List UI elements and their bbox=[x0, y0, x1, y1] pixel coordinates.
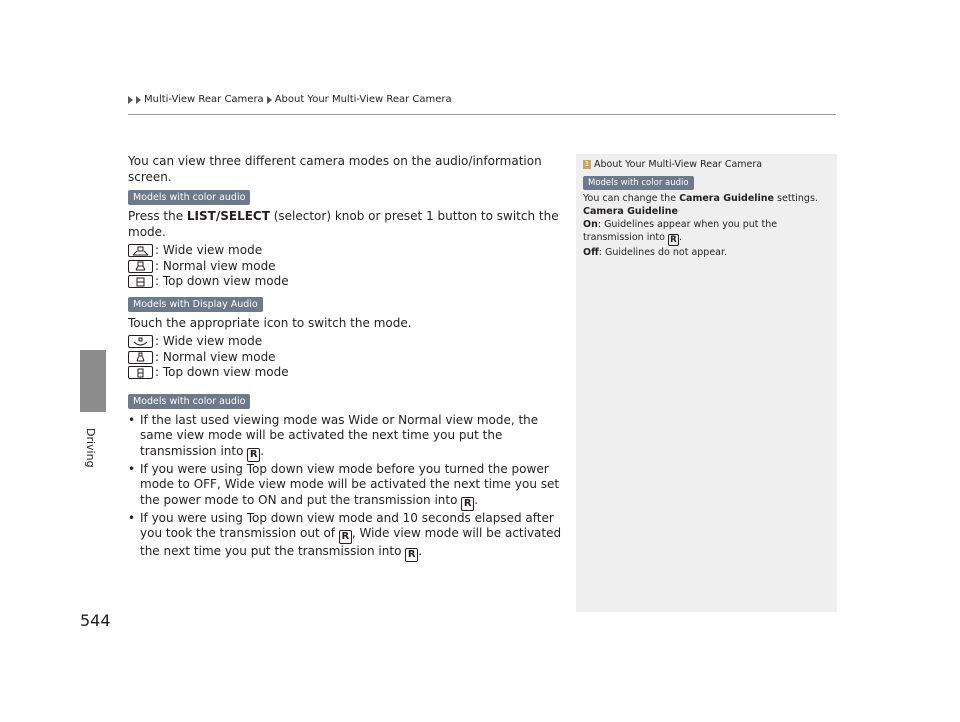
breadcrumb-arrow-icon bbox=[128, 96, 133, 104]
touch-instruction: Touch the appropriate icon to switch the mode. bbox=[128, 315, 412, 330]
normal-mode-label: : Normal view mode bbox=[155, 349, 276, 364]
main-content bbox=[128, 154, 568, 562]
breadcrumb-arrow-icon bbox=[136, 96, 141, 104]
top-mode-label: : Top down view mode bbox=[155, 274, 289, 288]
list-item: • If the last used viewing mode was Wide or Normal view mode, the same view mode will be activated the next time you put the transmission into R . bbox=[128, 412, 539, 460]
note-number-icon: 1 bbox=[584, 160, 590, 168]
breadcrumb-parent[interactable]: Multi-View Rear Camera bbox=[144, 94, 264, 105]
top-down-view-icon bbox=[128, 366, 153, 379]
list-item: • If you were using Top down view mode and 10 seconds elapsed after you took the transmission out of R , Wide view mode will be activated the next time you put the transmission into R . bbox=[128, 510, 562, 560]
reverse-gear-icon: R bbox=[668, 234, 679, 246]
normal-mode-row bbox=[128, 350, 568, 366]
top-mode-label: : Top down view mode bbox=[155, 365, 289, 379]
sidebar-on-text: On: Guidelines appear when you put the transmission into R . bbox=[583, 219, 778, 245]
section-tab-marker bbox=[80, 350, 106, 412]
header-divider bbox=[128, 114, 836, 115]
section-label: Driving bbox=[84, 428, 97, 468]
normal-view-icon bbox=[128, 260, 153, 273]
sidebar-intro: You can change the Camera Guideline settings. bbox=[583, 193, 818, 204]
wide-mode-label: : Wide view mode bbox=[155, 243, 263, 257]
intro-text: You can view three different camera modes on the audio/information screen. bbox=[128, 154, 542, 184]
model-badge: Models with Display Audio bbox=[128, 297, 263, 312]
list-item: • If you were using Top down view mode before you turned the power mode to OFF, Wide view mode will be activated the next time you set the power mode to ON and put the transmission into R . bbox=[128, 461, 560, 509]
wide-view-icon bbox=[128, 244, 153, 257]
wide-mode-label: : Wide view mode bbox=[155, 334, 263, 348]
model-badge: Models with color audio bbox=[128, 394, 250, 409]
reverse-gear-icon: R bbox=[339, 530, 352, 544]
breadcrumb-current: About Your Multi-View Rear Camera bbox=[274, 94, 452, 105]
breadcrumb bbox=[128, 94, 452, 105]
wide-view-icon bbox=[128, 335, 153, 348]
reverse-gear-icon: R bbox=[247, 448, 260, 462]
top-down-view-icon bbox=[128, 275, 153, 288]
sidebar-title: 1 About Your Multi-View Rear Camera bbox=[584, 159, 763, 170]
reverse-gear-icon: R bbox=[461, 497, 474, 511]
wide-mode-row bbox=[128, 243, 568, 259]
wide-mode-row bbox=[128, 334, 568, 350]
top-mode-row bbox=[128, 274, 568, 290]
normal-view-icon bbox=[128, 351, 153, 364]
model-badge: Models with color audio bbox=[583, 176, 694, 190]
page-number: 544 bbox=[80, 611, 111, 630]
breadcrumb-arrow-icon bbox=[267, 96, 272, 104]
sidebar-heading: Camera Guideline bbox=[583, 206, 678, 217]
list-select-key: LIST/SELECT bbox=[186, 209, 270, 223]
reverse-gear-icon: R bbox=[405, 548, 418, 562]
model-badge: Models with color audio bbox=[128, 190, 250, 205]
normal-mode-row bbox=[128, 259, 568, 275]
sidebar-note bbox=[576, 154, 837, 612]
sidebar-off-text: Off: Guidelines do not appear. bbox=[583, 247, 728, 258]
normal-mode-label: : Normal view mode bbox=[155, 258, 276, 273]
top-mode-row bbox=[128, 365, 568, 381]
press-instruction: Press the LIST/SELECT (selector) knob or preset 1 button to switch the mode. bbox=[128, 209, 559, 239]
